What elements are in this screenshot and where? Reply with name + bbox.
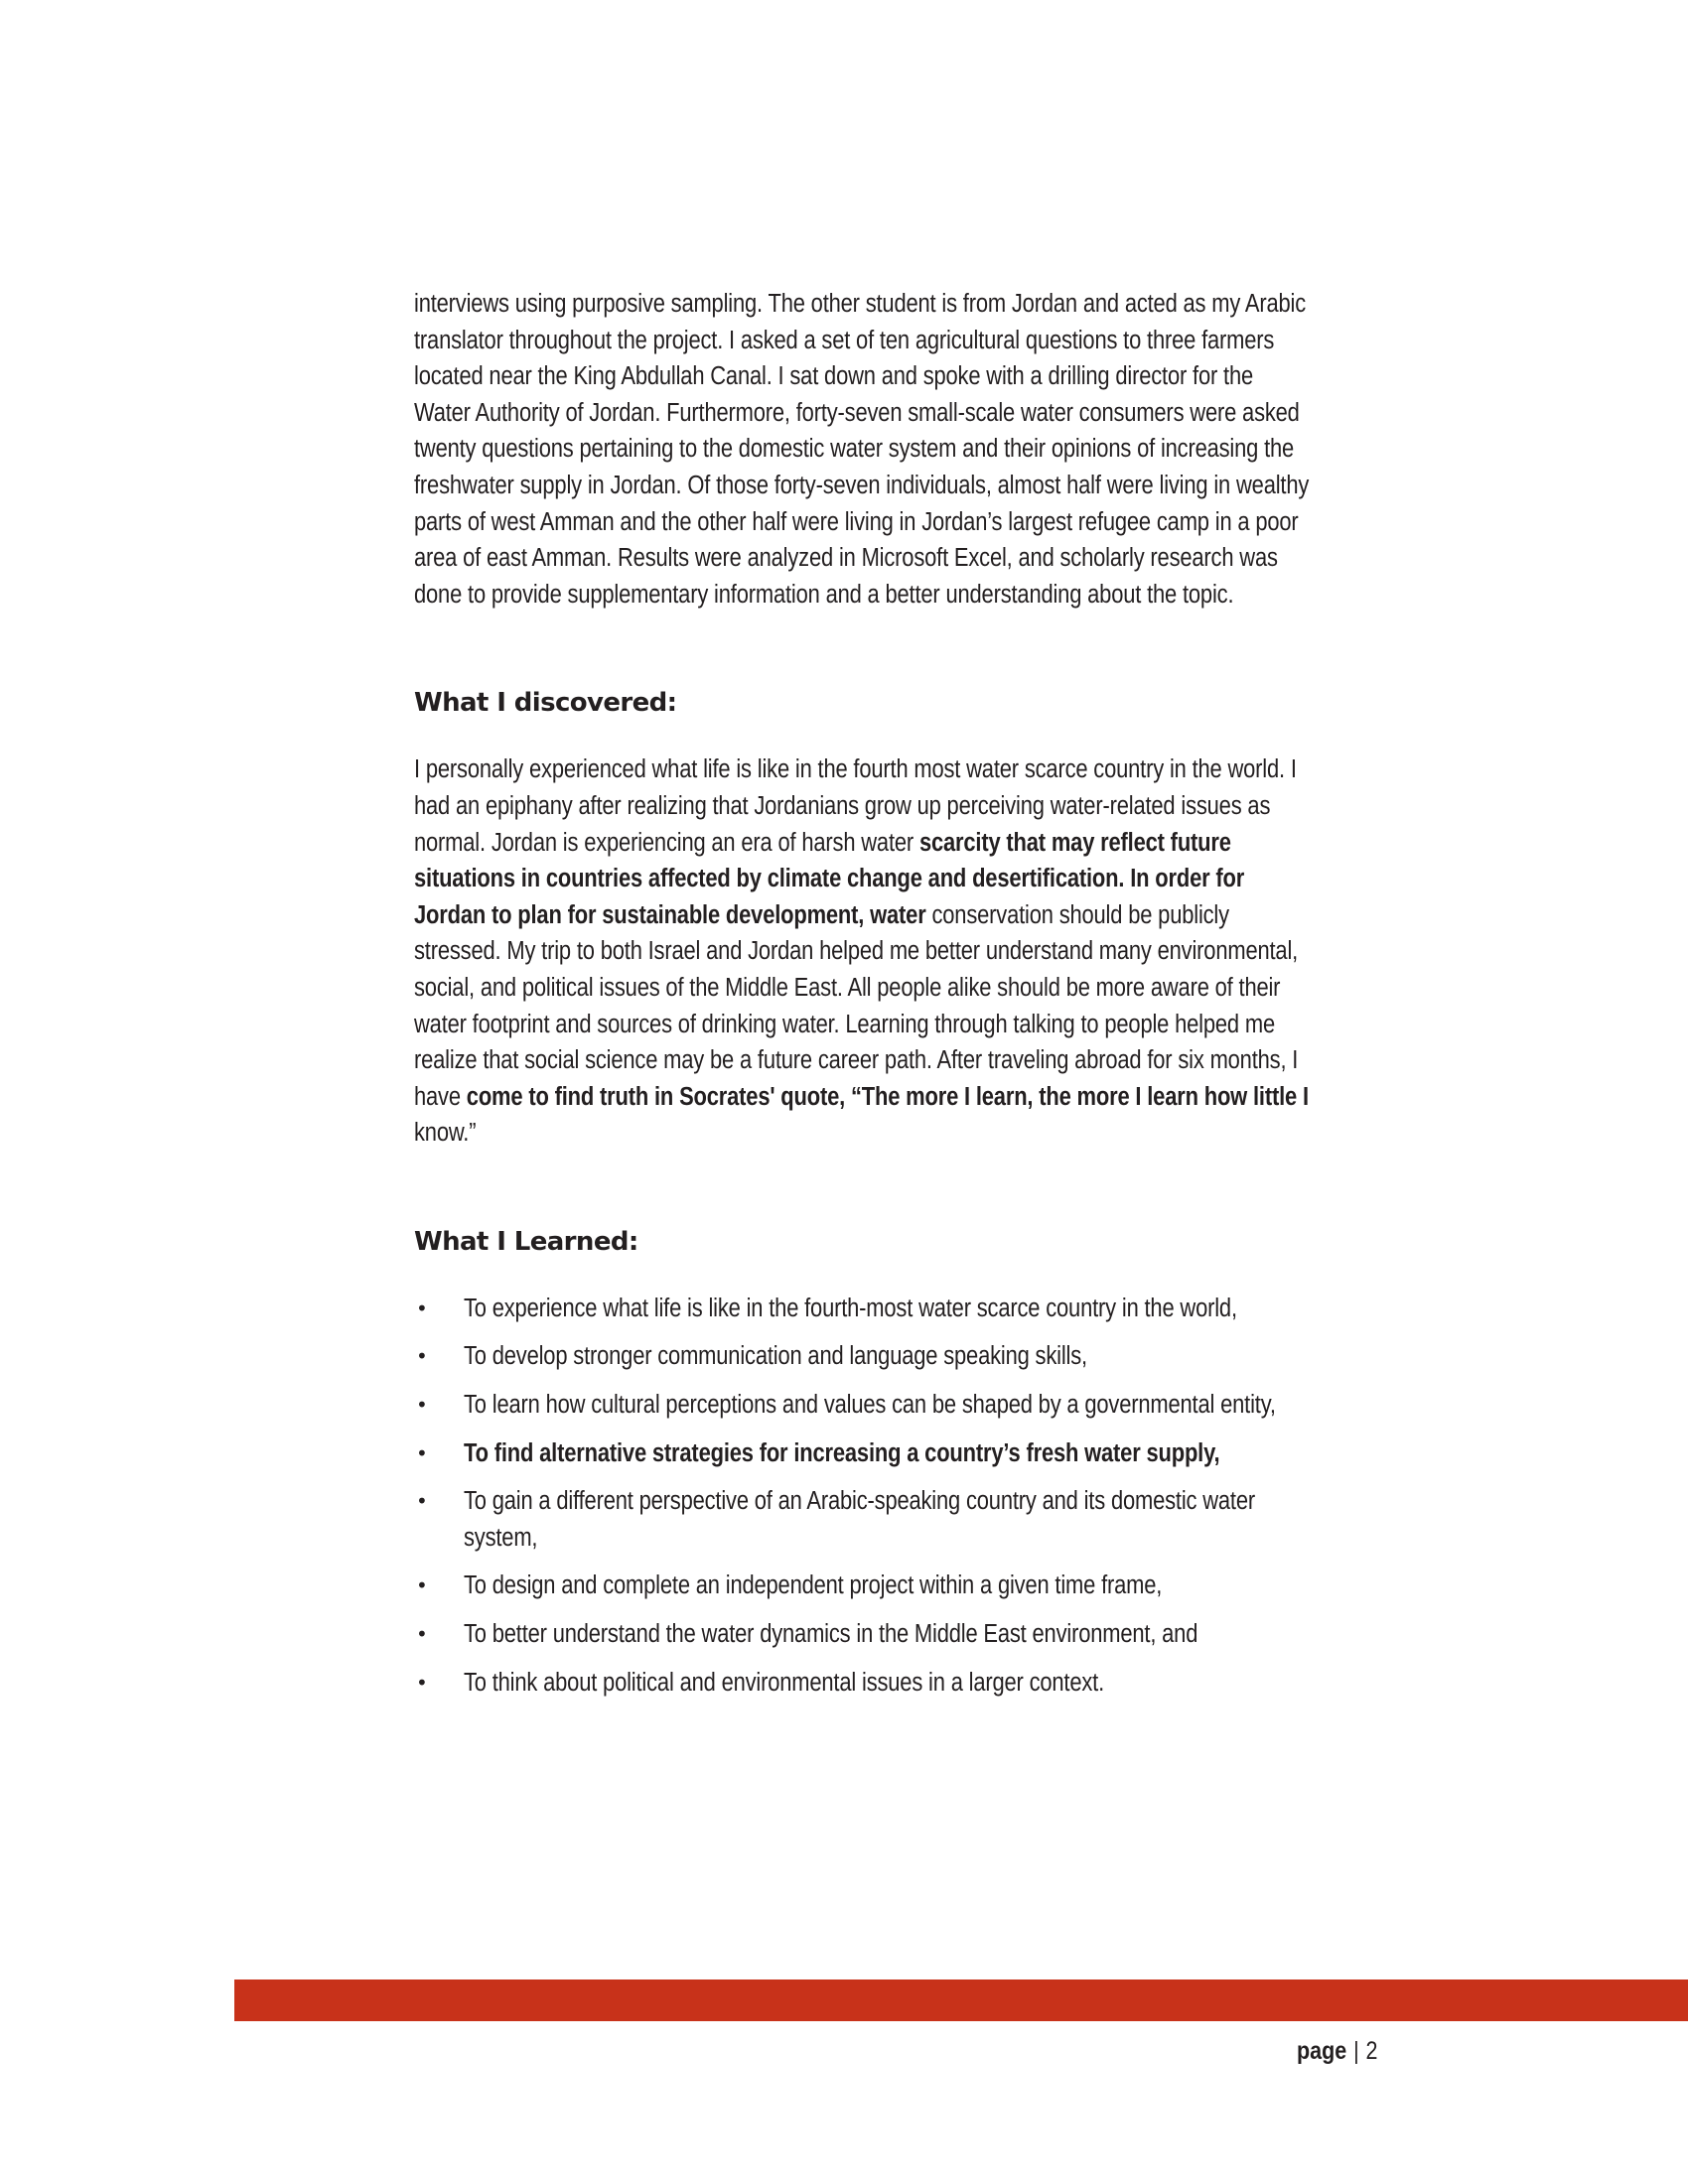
- page-number: 2: [1365, 2037, 1378, 2065]
- list-item: [414, 1616, 1313, 1653]
- list-item: [414, 1568, 1313, 1604]
- intro-paragraph: interviews using purposive sampling. The other student is from Jordan and acted as my Arabic translator throughout the project. I asked a set of ten agricultural questions to three farmers located near the King Abdullah Canal. I sat down and spoke with a drilling director for the Water Authority of Jordan. Furthermore, forty-seven small-scale water consumers were asked twenty questions pertaining to the domestic water system and their opinions of increasing the freshwater supply in Jordan. Of those forty-seven individuals, almost half were living in wealthy parts of west Amman and the other half were living in Jordan’s largest refugee camp in a poor area of east Amman. Results were analyzed in Microsoft Excel, and scholarly research was done to provide supplementary information and a better understanding about the topic.: [414, 290, 1310, 609]
- bullet-icon: •: [416, 1344, 428, 1369]
- discovered-text-3: conservation should be publicly stressed. My trip to both Israel and Jordan helped me better understand many environmental, social, and political issues of the Middle East. All people alike should be more aware of their water footprint and sources of drinking water. Learning through talking to people helped me realize that social science may be a future career path. After traveling abroad for six months, I have: [414, 900, 1299, 1111]
- bullet-icon: •: [416, 1296, 428, 1320]
- list-item-text: To develop stronger communication and language speaking skills,: [464, 1342, 1087, 1371]
- list-item-text: To better understand the water dynamics in the Middle East environment, and: [464, 1620, 1198, 1649]
- list-item: [414, 1291, 1313, 1327]
- discovered-paragraph: [414, 751, 1313, 1152]
- bullet-icon: •: [416, 1622, 428, 1647]
- list-item: [414, 1665, 1313, 1702]
- list-item-text: To experience what life is like in the fourth-most water scarce country in the world,: [464, 1294, 1237, 1322]
- discovered-text-5: know.”: [414, 1119, 477, 1148]
- discovered-heading: What I discovered:: [414, 688, 677, 719]
- list-item: [414, 1435, 1313, 1472]
- list-item-text: To design and complete an independent project within a given time frame,: [464, 1571, 1163, 1600]
- learned-heading: What I Learned:: [414, 1226, 638, 1257]
- list-item-text: To think about political and environmental issues in a larger context.: [464, 1668, 1105, 1697]
- page-word: page: [1297, 2037, 1347, 2065]
- list-item: [414, 1387, 1313, 1424]
- discovered-text-4-bold: come to find truth in Socrates' quote, “The more I learn, the more I learn how little I: [466, 1082, 1309, 1111]
- list-item: [414, 1338, 1313, 1375]
- discovered-text-2-bold: scarcity that may reflect future situations in countries affected by climate change and desertification. In order for Jordan to plan for sustainable development, water: [414, 828, 1245, 929]
- list-item-text: To learn how cultural perceptions and values can be shaped by a governmental entity,: [464, 1391, 1276, 1420]
- list-item-text: To gain a different perspective of an Arabic-speaking country and its domestic water system,: [464, 1487, 1256, 1552]
- footer-accent-bar: [234, 1979, 1688, 2021]
- list-item-text: To find alternative strategies for increasing a country’s fresh water supply,: [464, 1438, 1220, 1467]
- learned-list: [414, 1291, 1313, 1701]
- bullet-icon: •: [416, 1393, 428, 1418]
- bullet-icon: •: [416, 1489, 428, 1514]
- discovered-text-1: I personally experienced what life is like in the fourth most water scarce country in the world. I had an epiphany after realizing that Jordanians grow up perceiving water-related issues as normal. Jordan is experiencing an era of harsh water: [414, 755, 1297, 857]
- page-number-label: [1297, 2037, 1377, 2066]
- bullet-icon: •: [416, 1670, 428, 1695]
- page-content: [414, 286, 1313, 1712]
- bullet-icon: •: [416, 1573, 428, 1598]
- list-item: [414, 1483, 1313, 1556]
- bullet-icon: •: [416, 1440, 428, 1465]
- page-separator: |: [1353, 2037, 1359, 2065]
